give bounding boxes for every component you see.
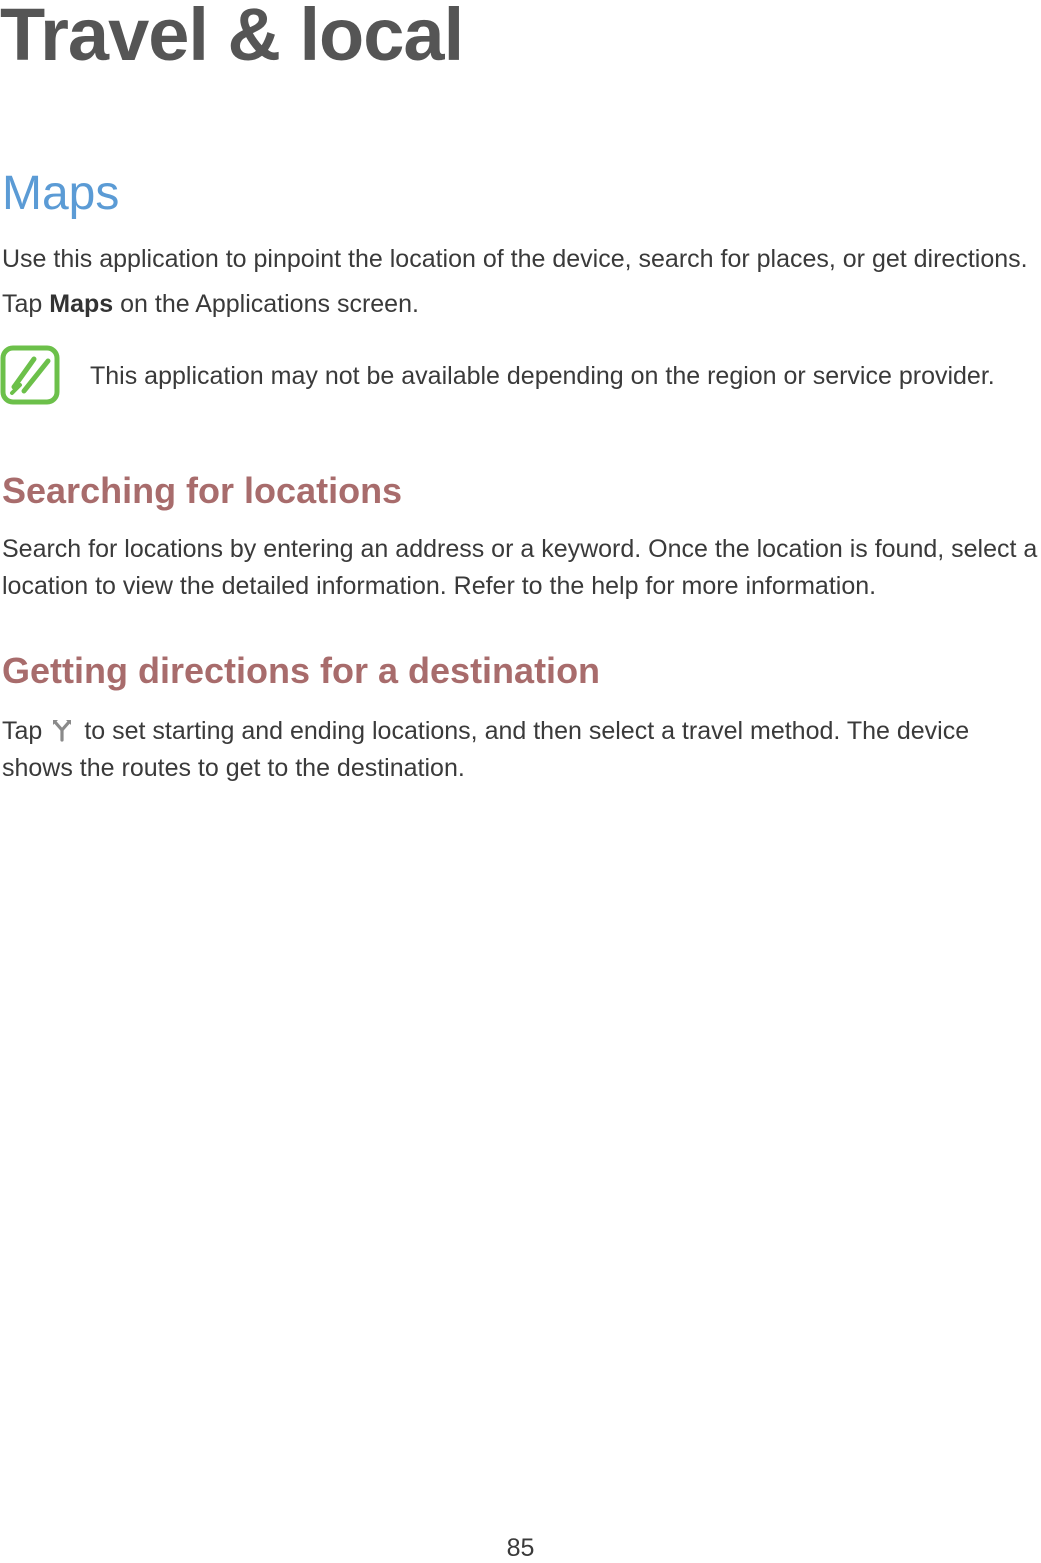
directions-line-1 bbox=[2, 712, 969, 750]
directions-line-1-rest: to set starting and ending locations, and then select a travel method. The device bbox=[84, 717, 970, 745]
searching-line-1: Search for locations by entering an address or a keyword. Once the location is found, select a bbox=[2, 535, 1038, 563]
maps-intro: Use this application to pinpoint the location of the device, search for places, or get directions. bbox=[2, 245, 1028, 273]
section-title-maps: Maps bbox=[2, 167, 120, 220]
tap-suffix: on the Applications screen. bbox=[113, 290, 419, 318]
tap-prefix: Tap bbox=[2, 290, 50, 318]
maps-tap-instruction bbox=[2, 285, 419, 323]
chapter-title: Travel & local bbox=[0, 0, 464, 76]
searching-line-2: location to view the detailed information. Refer to the help for more information. bbox=[2, 572, 877, 600]
directions-fork-icon bbox=[50, 718, 74, 742]
subsection-title-searching: Searching for locations bbox=[2, 470, 403, 511]
page-number: 85 bbox=[506, 1534, 535, 1562]
maps-app-name: Maps bbox=[49, 290, 114, 318]
directions-tap-prefix: Tap bbox=[2, 717, 43, 745]
note-text: This application may not be available depending on the region or service provider. bbox=[90, 362, 995, 390]
subsection-title-directions: Getting directions for a destination bbox=[2, 650, 601, 691]
note-check-icon bbox=[0, 345, 60, 405]
directions-line-2: shows the routes to get to the destination. bbox=[2, 754, 465, 782]
